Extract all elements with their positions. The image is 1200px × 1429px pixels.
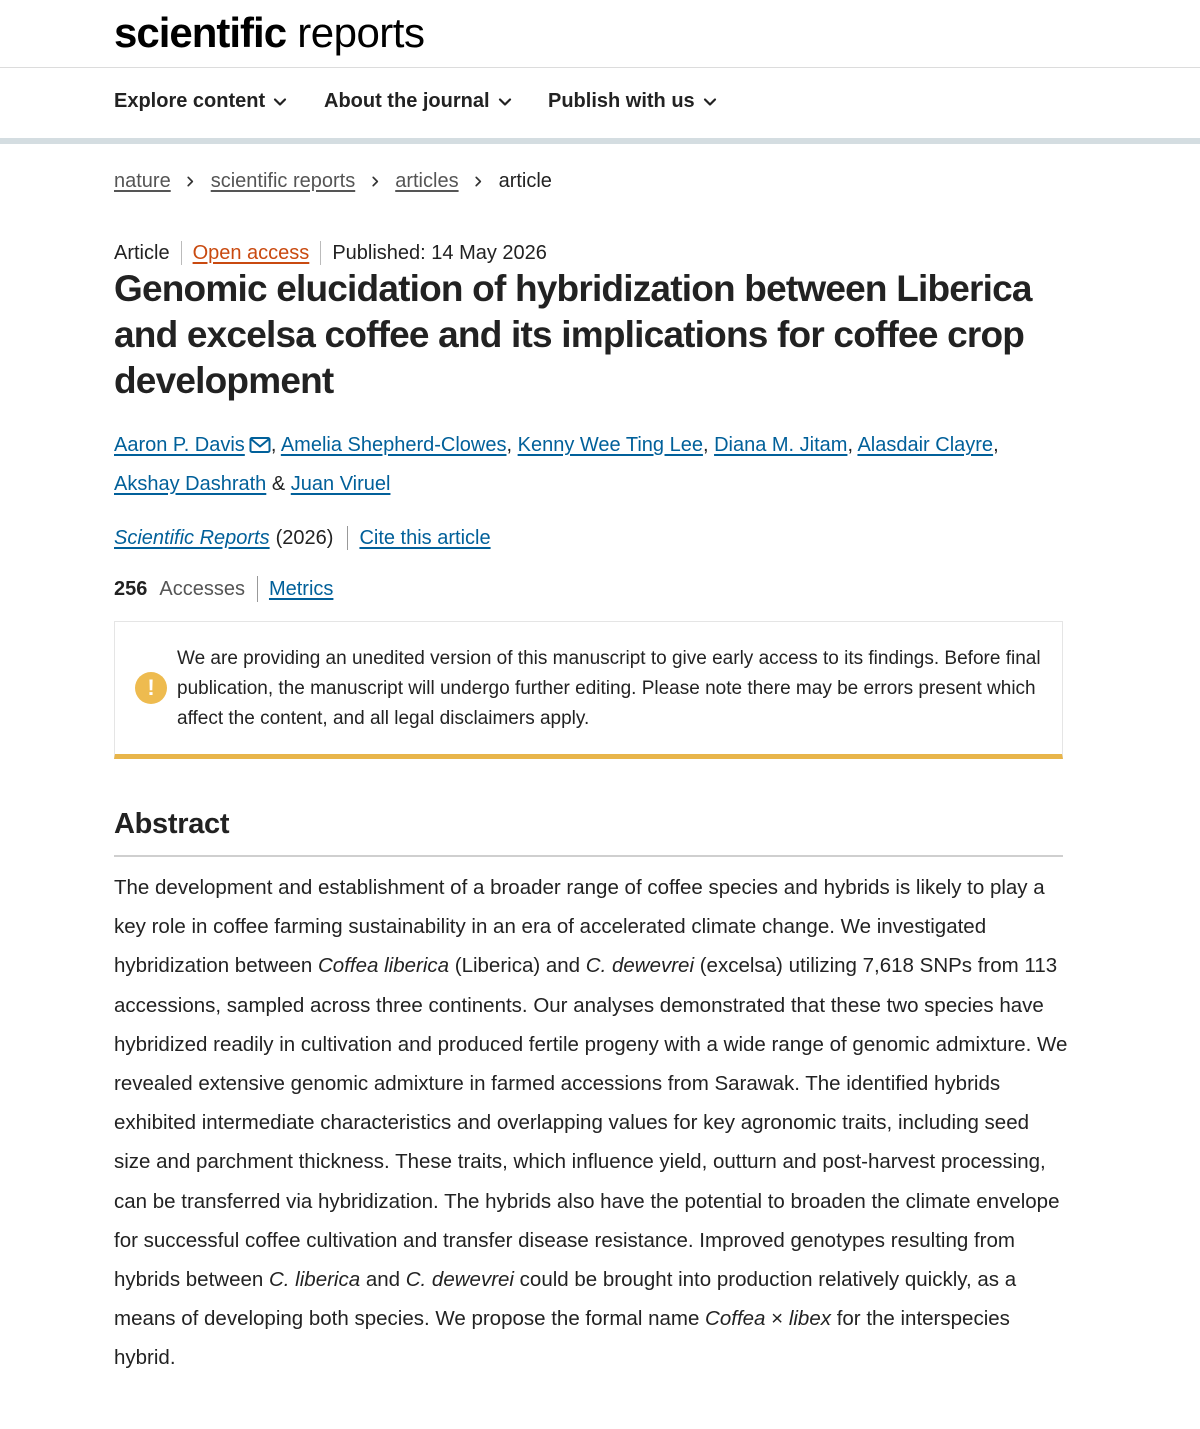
cite-this-article-link[interactable]: Cite this article <box>359 526 491 549</box>
nav-explore-content-label: Explore content <box>114 90 266 112</box>
breadcrumb-scientific-reports[interactable]: scientific reports <box>210 170 356 192</box>
author-separator: , <box>847 434 853 456</box>
author-link[interactable]: Kenny Wee Ting Lee <box>517 434 703 456</box>
meta-divider <box>320 241 321 265</box>
citation-row <box>114 526 491 550</box>
logo-light-text: reports <box>297 9 425 56</box>
nav-about-journal-label: About the journal <box>324 90 490 112</box>
article-title: Genomic elucidation of hybridization between Liberica and excelsa coffee and its implications for coffee crop development <box>114 268 1032 401</box>
species-name: C. liberica <box>268 1268 361 1292</box>
author-separator: , <box>993 434 999 456</box>
species-name: C. dewevrei <box>405 1268 514 1292</box>
author-list <box>114 426 1074 504</box>
article-meta <box>114 241 547 265</box>
metrics-divider <box>257 576 258 602</box>
abstract-segment: × <box>765 1307 789 1331</box>
author-separator: , <box>270 434 277 456</box>
author-link[interactable]: Amelia Shepherd-Clowes <box>280 434 507 456</box>
notice-text: We are providing an unedited version of this manuscript to give early access to its findings. Before final publication, the manuscript will undergo further editing. Please note there may be errors present which affect the content, and all legal disclaimers apply. <box>177 648 1041 729</box>
abstract-segment: (excelsa) utilizing 7,618 SNPs from 113 accessions, sampled across three continents. Our analyses demonstrated that these two species have hybridized readily in cultivation and produced fertile progeny with a wide range of genomic admixture. We revealed extensive genomic admixture in farmed accessions from Sarawak. The identified hybrids exhibited intermediate characteristics and overlapping values for key agronomic traits, including seed size and parchment thickness. These traits, which influence yield, outturn and post-harvest processing, can be transferred via hybridization. The hybrids also have the potential to broaden the climate envelope for successful coffee cultivation and transfer disease resistance. Improved genotypes resulting from hybrids between <box>114 954 1068 1292</box>
breadcrumb-current: article <box>498 170 552 192</box>
main-nav <box>0 68 1200 138</box>
author-link[interactable]: Diana M. Jitam <box>714 434 848 456</box>
abstract-heading: Abstract <box>114 808 230 840</box>
species-name: Coffea liberica <box>318 954 450 978</box>
abstract-segment: The development and establishment of a broader range of coffee species and hybrids is likely to play a key role in coffee farming sustainability in an era of accelerated climate change. We investigated hybridization between <box>114 876 1045 978</box>
chevron-right-icon <box>181 172 201 192</box>
published-date: Published: 14 May 2026 <box>332 241 547 264</box>
citation-divider <box>347 526 348 550</box>
open-access-link[interactable]: Open access <box>192 241 310 264</box>
exclamation-icon: ! <box>135 672 167 704</box>
nav-explore-content[interactable] <box>114 90 287 113</box>
author-separator: , <box>506 434 513 456</box>
author-ampersand: & <box>271 473 286 495</box>
genus-name: Coffea <box>705 1307 766 1331</box>
metrics-row <box>114 576 333 602</box>
nav-about-journal[interactable] <box>324 90 512 113</box>
species-name: C. dewevrei <box>585 954 695 978</box>
logo-bold-text: scientific <box>114 9 287 56</box>
metrics-link[interactable]: Metrics <box>268 577 334 600</box>
accesses-label: Accesses <box>159 577 245 600</box>
chevron-right-icon <box>469 172 489 192</box>
journal-link[interactable]: Scientific Reports <box>114 526 270 549</box>
nav-divider <box>0 138 1200 144</box>
author-link[interactable]: Aaron P. Davis <box>114 434 245 456</box>
breadcrumb <box>114 170 552 193</box>
hybrid-epithet: libex <box>788 1307 831 1331</box>
logo-bar <box>0 0 1200 68</box>
breadcrumb-articles[interactable]: articles <box>395 170 459 192</box>
accesses-count: 256 <box>114 577 148 600</box>
site-header <box>0 0 1200 144</box>
nav-publish-with-us-label: Publish with us <box>548 90 695 112</box>
abstract-segment: and <box>360 1268 406 1292</box>
meta-divider <box>181 241 182 265</box>
chevron-down-icon <box>498 95 512 109</box>
abstract-segment: could be brought into production relatively quickly, as a means of developing both species. We propose the formal name <box>114 1268 1017 1331</box>
abstract-divider <box>114 855 1063 857</box>
mail-icon[interactable] <box>249 436 271 454</box>
citation-year: (2026) <box>275 526 334 549</box>
author-link[interactable]: Alasdair Clayre <box>857 434 994 456</box>
author-link[interactable]: Akshay Dashrath <box>114 473 267 495</box>
chevron-down-icon <box>273 95 287 109</box>
abstract-segment: (Liberica) and <box>449 954 586 978</box>
abstract-text <box>114 868 1069 1378</box>
chevron-right-icon <box>365 172 385 192</box>
breadcrumb-nature[interactable]: nature <box>114 170 171 192</box>
journal-logo[interactable] <box>114 8 424 58</box>
article-type: Article <box>114 241 170 264</box>
author-link[interactable]: Juan Viruel <box>290 473 391 495</box>
abstract-segment: for the interspecies hybrid. <box>114 1307 1010 1370</box>
author-separator: , <box>702 434 709 456</box>
chevron-down-icon <box>703 95 717 109</box>
unedited-manuscript-notice <box>114 621 1063 759</box>
nav-publish-with-us[interactable] <box>548 90 717 113</box>
